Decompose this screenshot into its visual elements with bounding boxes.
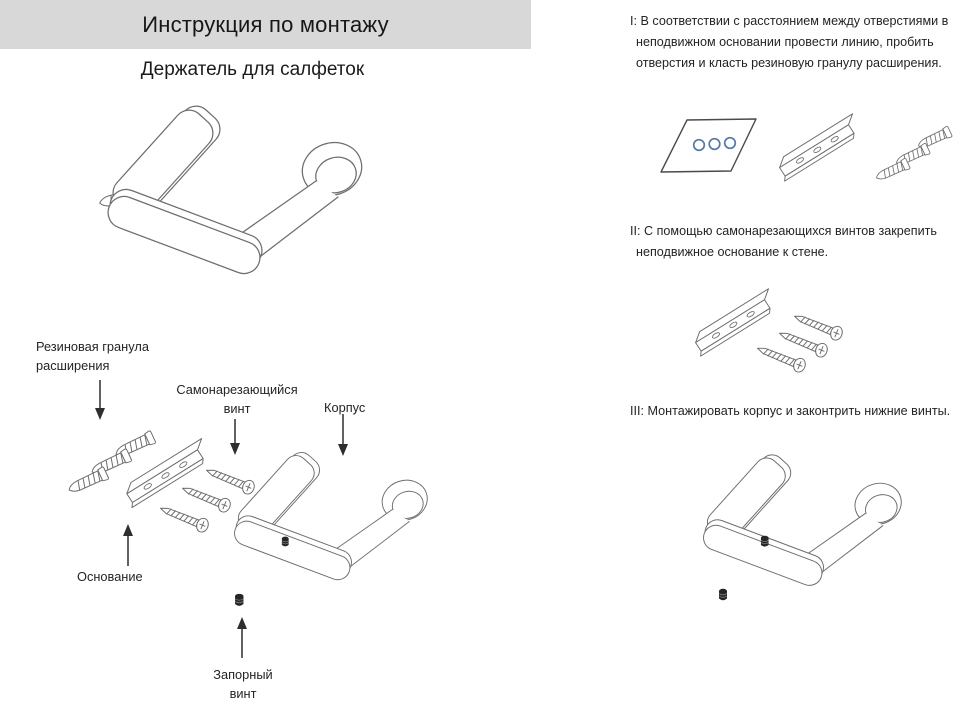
base-rail-icon <box>689 287 780 357</box>
wall-plug-icon <box>66 466 109 496</box>
screw-icon <box>158 502 210 534</box>
figure-exploded-view <box>40 405 480 660</box>
label-lock-screw: Запорный винт <box>213 667 273 701</box>
step-2-text: II: С помощью самонарезающихся винтов закрепить неподвижное основание к стене. <box>630 224 937 259</box>
wall-plug-icon <box>874 158 910 183</box>
holder-body-icon <box>700 450 907 589</box>
lock-screw-icon <box>282 537 289 547</box>
lock-screw-icon <box>235 594 243 606</box>
screw-icon <box>792 310 844 342</box>
label-self-tapping-screw: Самонарезающийся винт <box>176 382 298 416</box>
label-body: Корпус <box>324 400 366 415</box>
up-arrow-icon <box>121 522 135 566</box>
screw-icon <box>180 482 232 514</box>
screw-icon <box>204 464 256 496</box>
lock-screw-icon <box>761 536 769 547</box>
figure-step2-fixing <box>640 282 960 377</box>
holder-body-icon <box>231 448 432 583</box>
lock-screw-icon <box>719 589 727 600</box>
holder-body-icon <box>103 100 368 278</box>
down-arrow-icon <box>336 414 350 456</box>
step-3-text: III: Монтажировать корпус и законтрить нижние винты. <box>630 404 951 418</box>
label-base: Основание <box>77 569 143 584</box>
label-rubber-plug: Резиновая гранула расширения <box>36 339 149 373</box>
figure-assembled-holder <box>30 95 410 335</box>
figure-step1-parts <box>645 105 965 200</box>
down-arrow-icon <box>228 419 242 455</box>
up-arrow-icon <box>235 616 249 658</box>
figure-step3-mounted <box>660 445 965 660</box>
down-arrow-icon <box>93 380 107 420</box>
drill-template-icon <box>661 119 756 172</box>
product-title: Держатель для салфеток <box>140 59 365 80</box>
base-rail-icon <box>773 112 864 182</box>
step-1-text: I: В соответствии с расстоянием между отверстиями в неподвижном основании провести линию, пробить отверстия и класть резиновую гранулу расширения. <box>630 14 949 70</box>
page-title: Инструкция по монтажу <box>142 11 389 37</box>
screw-icon <box>755 342 807 374</box>
header-bar <box>0 0 531 49</box>
screw-icon <box>777 327 829 359</box>
